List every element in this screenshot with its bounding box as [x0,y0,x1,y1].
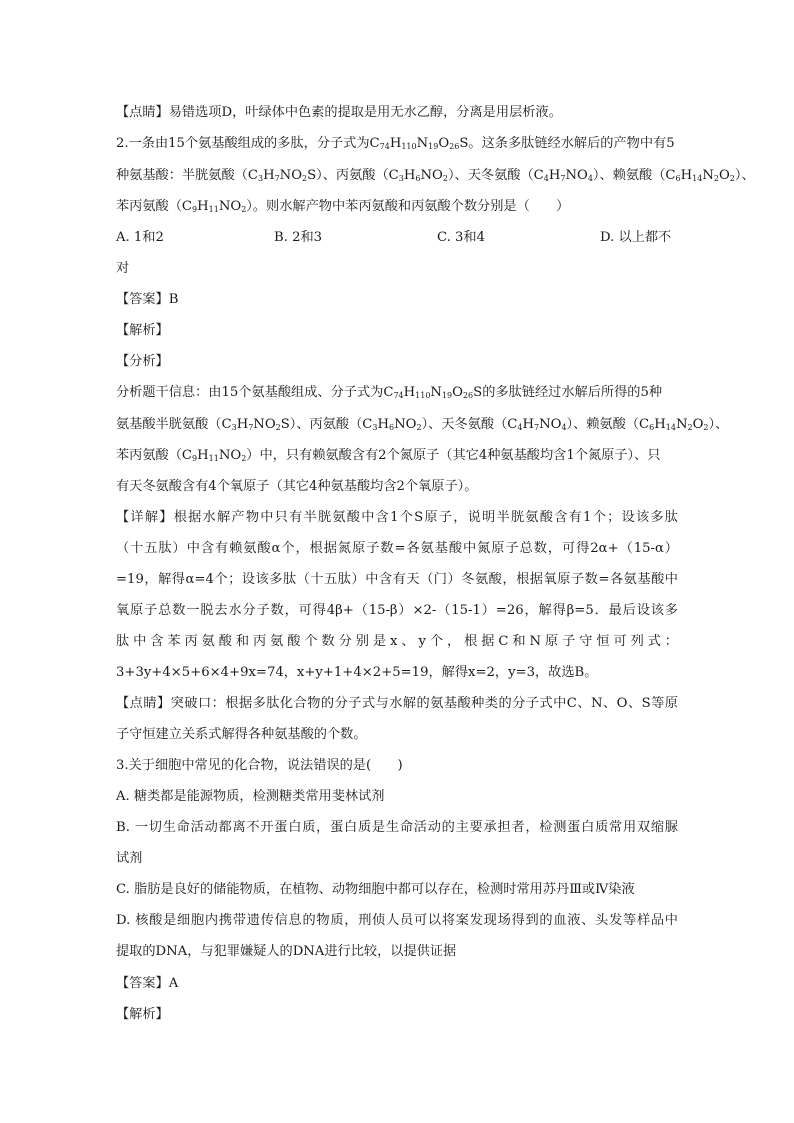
analysis-line-2: 氨基酸半胱氨酸$(C_3H_7NO_2S)$、丙氨酸$(C_3H_6NO_2)$、天冬氨酸$(C_4H_7NO_4)$、赖氨酸$(C_6H_{14}N_2O_2)$、 [116,417,729,432]
answer-heading-3: 【答案】A [116,976,179,991]
detail-line-2: （十五肽）中含有赖氨酸α个，根据氮原子数=各氨基酸中氮原子总数，可得2α+（15-α） [116,541,678,556]
question-3-option-d-continued: 提取的DNA，与犯罪嫌疑人的DNA进行比较，以提供证据 [116,944,457,959]
option-c: C. 3和4 [437,230,485,245]
question-2-stem-line-2: 种氨基酸：半胱氨酸$(C_3H_7NO_2S)$、丙氨酸$(C_3H_6NO_2)$、天冬氨酸$(C_4H_7NO_4)$、赖氨酸$(C_6H_{14}N_2O_2)$、 [116,168,755,183]
analysis-heading: 【分析】 [116,354,169,369]
option-d-continued: 对 [116,261,130,276]
tip-note-2-line-1: 【点睛】突破口：根据多肽化合物的分子式与水解的氨基酸种类的分子式中C、N、O、S等原 [116,696,678,711]
question-3-stem: 3.关于细胞中常见的化合物，说法错误的是( ) [116,758,403,773]
tip-note-2-line-2: 子守恒建立关系式解得各种氨基酸的个数。 [116,727,367,742]
analysis-line-1: 分析题干信息：由15个氨基酸组成、分子式为$C_{74}H_{110}N_{19}O_{26}S$的多肽链经过水解后所得的5种 [116,385,663,400]
question-2-stem-line-1: 2.一条由15个氨基酸组成的多肽，分子式为$C_{74}H_{110}N_{19}O_{26}S$。这条多肽链经水解后的产物中有5 [116,136,675,151]
analysis-line-3: 苯丙氨酸$(C_9H_{11}NO_2)$中，只有赖氨酸含有2个氮原子（其它4种氨基酸均含1个氮原子）、只 [116,448,661,463]
question-3-option-d: D. 核酸是细胞内携带遗传信息的物质，刑侦人员可以将案发现场得到的血液、头发等样品中 [116,913,678,928]
explanation-heading: 【解析】 [116,323,169,338]
question-3-option-b: B. 一切生命活动都离不开蛋白质，蛋白质是生命活动的主要承担者，检测蛋白质常用双缩脲 [116,820,678,835]
option-a: A. 1和2 [116,230,164,245]
detail-line-4: 氧原子总数一脱去水分子数，可得4β+（15-β）×2-（15-1）=26，解得β=5．最后设该多 [116,603,678,618]
question-3-option-c: C. 脂肪是良好的储能物质，在植物、动物细胞中都可以存在，检测时常用苏丹Ⅲ或Ⅳ染液 [116,882,635,897]
question-3-option-a: A. 糖类都是能源物质，检测糖类常用斐林试剂 [116,789,385,804]
tip-note-1: 【点睛】易错选项D，叶绿体中色素的提取是用无水乙醇，分离是用层析液。 [116,105,562,120]
detail-line-6: 3+3y+4×5+6×4+9x=74，x+y+1+4×2+5=19，解得x=2，y=3，故选B。 [116,665,598,680]
question-2-stem-line-3: 苯丙氨酸$(C_9H_{11}NO_2)$。则水解产物中苯丙氨酸和丙氨酸个数分别是（ ） [116,199,570,214]
question-3-option-b-continued: 试剂 [116,851,143,866]
option-d: D. 以上都不 [600,230,672,245]
detail-line-3: =19，解得α=4个；设该多肽（十五肽）中含有天（门）冬氨酸，根据氧原子数=各氨基酸中 [116,572,678,587]
explanation-heading-3: 【解析】 [116,1007,169,1022]
analysis-line-4: 有天冬氨酸含有4个氧原子（其它4种氨基酸均含2个氧原子）。 [116,479,478,494]
detail-line-5: 肽中含苯丙氨酸和丙氨酸个数分别是x、y个，根据C和N原子守恒可列式： [116,634,678,649]
detail-line-1: 【详解】根据水解产物中只有半胱氨酸中含1个S原子，说明半胱氨酸含有1个；设该多肽 [116,510,678,525]
option-b: B. 2和3 [274,230,323,245]
answer-heading: 【答案】B [116,292,179,307]
